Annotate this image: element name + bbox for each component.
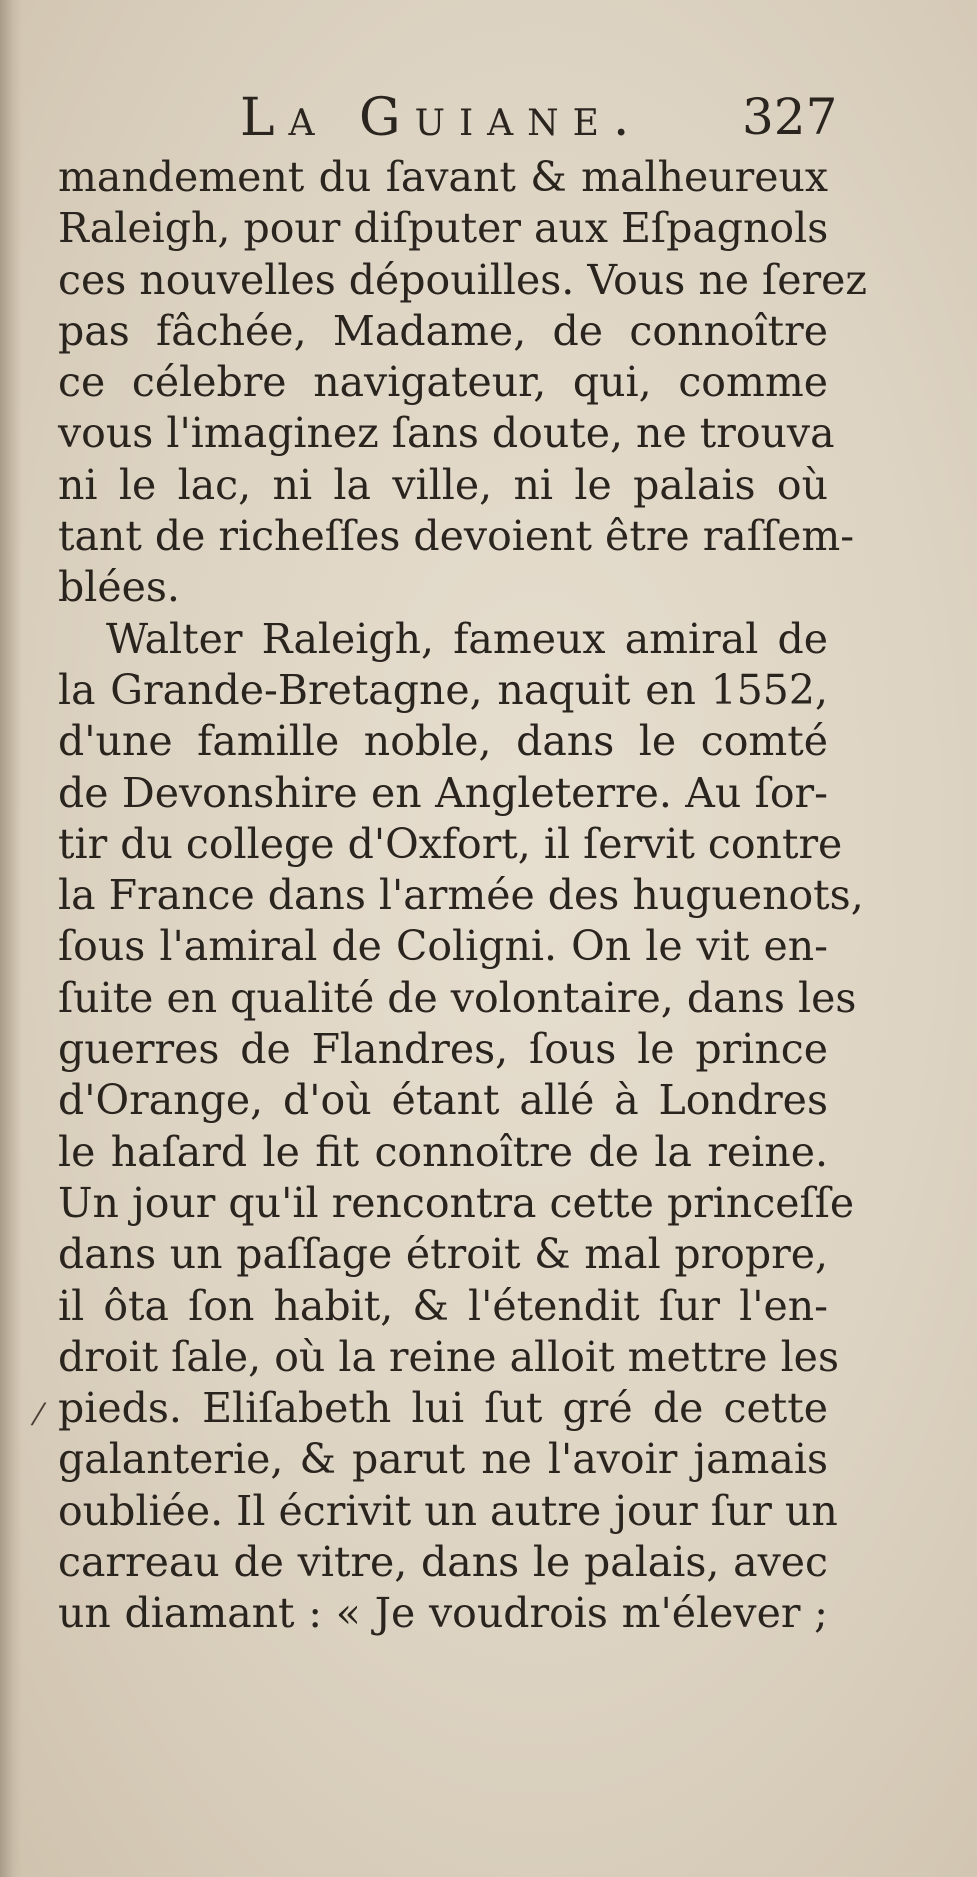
text-line: galanterie, & parut ne l'avoir jamais xyxy=(58,1435,828,1484)
spine-shadow xyxy=(0,0,22,1877)
text-line: carreau de vitre, dans le palais, avec xyxy=(58,1538,828,1587)
text-line: de Devonshire en Angleterre. Au ſor- xyxy=(58,768,828,817)
text-line: oubliée. Il écrivit un autre jour ſur un xyxy=(58,1486,838,1535)
text-line: droit ſale, où la reine alloit mettre les xyxy=(58,1332,839,1381)
text-line: ce célebre navigateur, qui, comme xyxy=(58,358,828,407)
paragraph-end-line: blées. xyxy=(58,563,180,612)
page-number: 327 xyxy=(742,88,838,146)
text-line: la Grande-Bretagne, naquit en 1552, xyxy=(58,665,828,714)
text-line: ces nouvelles dépouilles. Vous ne ſerez xyxy=(58,255,867,304)
pencil-margin-mark: ⁄ xyxy=(36,1398,42,1433)
text-line: vous l'imaginez ſans doute, ne trouva xyxy=(58,409,835,458)
text-line: ni le lac, ni la ville, ni le palais où xyxy=(58,460,828,509)
body-text xyxy=(58,152,867,1640)
text-line: dans un paſſage étroit & mal propre, xyxy=(58,1230,828,1279)
text-line: il ôta ſon habit, & l'étendit ſur l'en- xyxy=(58,1281,828,1330)
text-line: Un jour qu'il rencontra cette princeſſe xyxy=(58,1178,855,1227)
text-line: tir du college d'Oxfort, il ſervit contre xyxy=(58,819,843,868)
text-line: d'Orange, d'où étant allé à Londres xyxy=(58,1076,828,1125)
text-line: ſous l'amiral de Coligni. On le vit en- xyxy=(58,922,828,971)
text-line: tant de richeſſes devoient être raſſem- xyxy=(58,512,855,561)
text-line: pas fâchée, Madame, de connoître xyxy=(58,306,828,355)
text-line: mandement du ſavant & malheureux xyxy=(58,153,828,201)
running-head xyxy=(0,88,977,158)
text-line: guerres de Flandres, ſous le prince xyxy=(58,1025,828,1074)
text-line: la France dans l'armée des huguenots, xyxy=(58,871,864,920)
text-line: d'une famille noble, dans le comté xyxy=(58,717,828,766)
text-line: ſuite en qualité de volontaire, dans les xyxy=(58,973,857,1022)
text-line: pieds. Eliſabeth lui ſut gré de cette xyxy=(58,1384,828,1433)
text-line: Raleigh, pour diſputer aux Eſpagnols xyxy=(58,204,829,253)
text-line: le haſard le fit connoître de la reine. xyxy=(58,1127,828,1176)
running-title: La Guiane. xyxy=(240,88,644,148)
paragraph-first-line: Walter Raleigh, fameux amiral de xyxy=(106,614,828,663)
text-line: un diamant : « Je voudrois m'élever ; xyxy=(58,1589,828,1638)
